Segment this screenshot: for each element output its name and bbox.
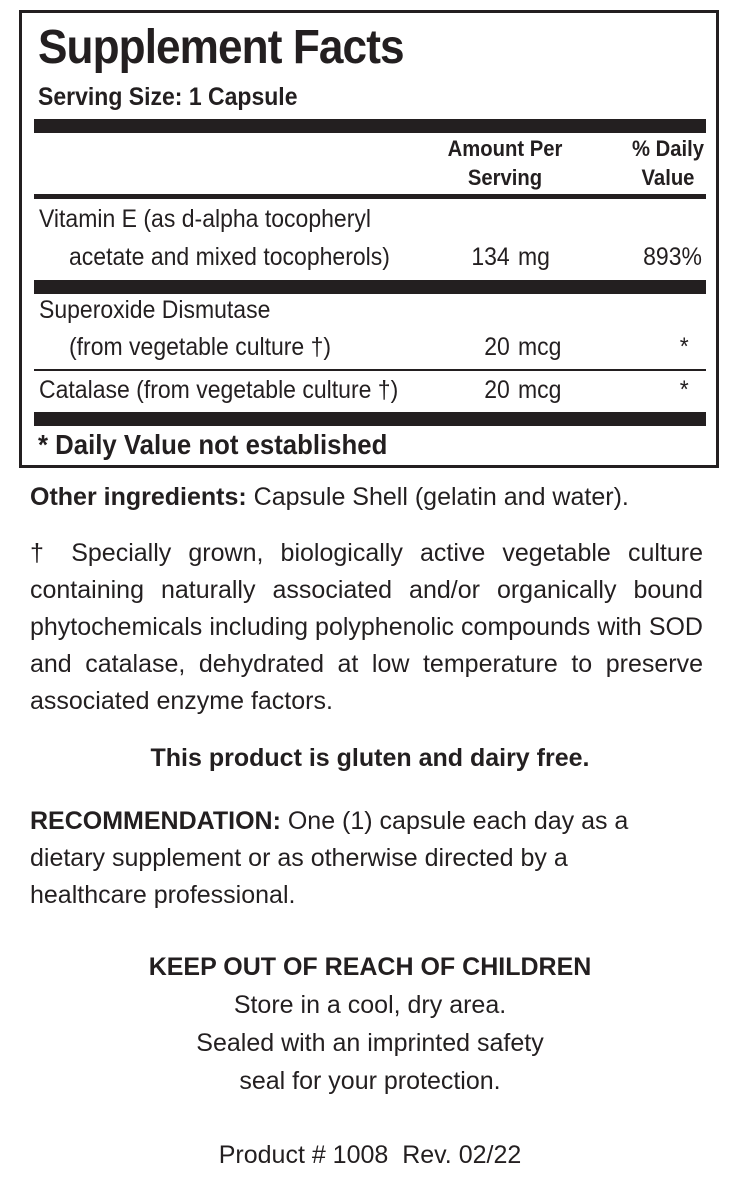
serving-size: Serving Size: 1 Capsule — [38, 83, 298, 111]
thick-divider-row — [34, 280, 706, 294]
nutrient-daily-value: * — [680, 333, 689, 361]
nutrient-unit: mcg — [518, 376, 562, 404]
column-header-amount-line1: Amount Per — [447, 136, 563, 161]
thick-divider-top — [34, 119, 706, 133]
recommendation-label: RECOMMENDATION: — [30, 807, 281, 835]
nutrient-daily-value: * — [680, 376, 689, 404]
nutrient-name: Vitamin E (as d-alpha tocopheryl — [39, 205, 371, 233]
thin-divider — [34, 369, 706, 371]
medium-divider — [34, 194, 706, 199]
recommendation-text: One (1) capsule each day as a dietary supplement or as otherwise directed by a healthcare professional. — [30, 807, 629, 909]
other-ingredients — [30, 479, 703, 516]
column-header-amount — [445, 134, 565, 192]
seal-line-1: Sealed with an imprinted safety — [196, 1029, 544, 1057]
supplement-facts-panel — [19, 10, 719, 468]
storage-line: Store in a cool, dry area. — [233, 991, 507, 1019]
daily-value-footnote: * Daily Value not established — [38, 429, 388, 460]
column-header-dv-line1: % Daily — [631, 136, 704, 161]
nutrient-unit: mcg — [518, 333, 562, 361]
warning-heading: KEEP OUT OF REACH OF CHILDREN — [148, 953, 592, 981]
other-ingredients-text: Capsule Shell (gelatin and water). — [246, 483, 629, 511]
gluten-dairy-statement: This product is gluten and dairy free. — [150, 744, 590, 772]
nutrient-name: Superoxide Dismutase — [39, 296, 271, 324]
column-header-daily-value — [622, 134, 714, 192]
recommendation — [30, 803, 650, 914]
nutrient-amount: 20 — [484, 333, 510, 361]
other-ingredients-label: Other ingredients: — [30, 483, 247, 511]
nutrient-amount: 20 — [484, 376, 510, 404]
column-header-dv-line2: Value — [641, 165, 695, 190]
product-number: Product # 1008 Rev. 02/22 — [218, 1141, 522, 1169]
nutrient-unit: mg — [518, 243, 550, 271]
nutrient-name-continued: acetate and mixed tocopherols) — [69, 243, 390, 271]
panel-title: Supplement Facts — [38, 21, 404, 74]
thick-divider-bottom — [34, 412, 706, 426]
nutrient-name-continued: (from vegetable culture †) — [69, 333, 332, 361]
nutrient-daily-value: 893% — [643, 243, 702, 271]
nutrient-amount: 134 — [471, 243, 510, 271]
nutrient-name: Catalase (from vegetable culture †) — [39, 376, 399, 404]
seal-line-2: seal for your protection. — [239, 1067, 501, 1095]
culture-note: † Specially grown, biologically active vegetable culture containing naturally associated and/or organically bound phytochemicals including polyphenolic compounds with SOD and catalase, dehydrated at low temperature to preserve associated enzyme factors. — [30, 539, 703, 715]
column-header-amount-line2: Serving — [467, 165, 543, 190]
